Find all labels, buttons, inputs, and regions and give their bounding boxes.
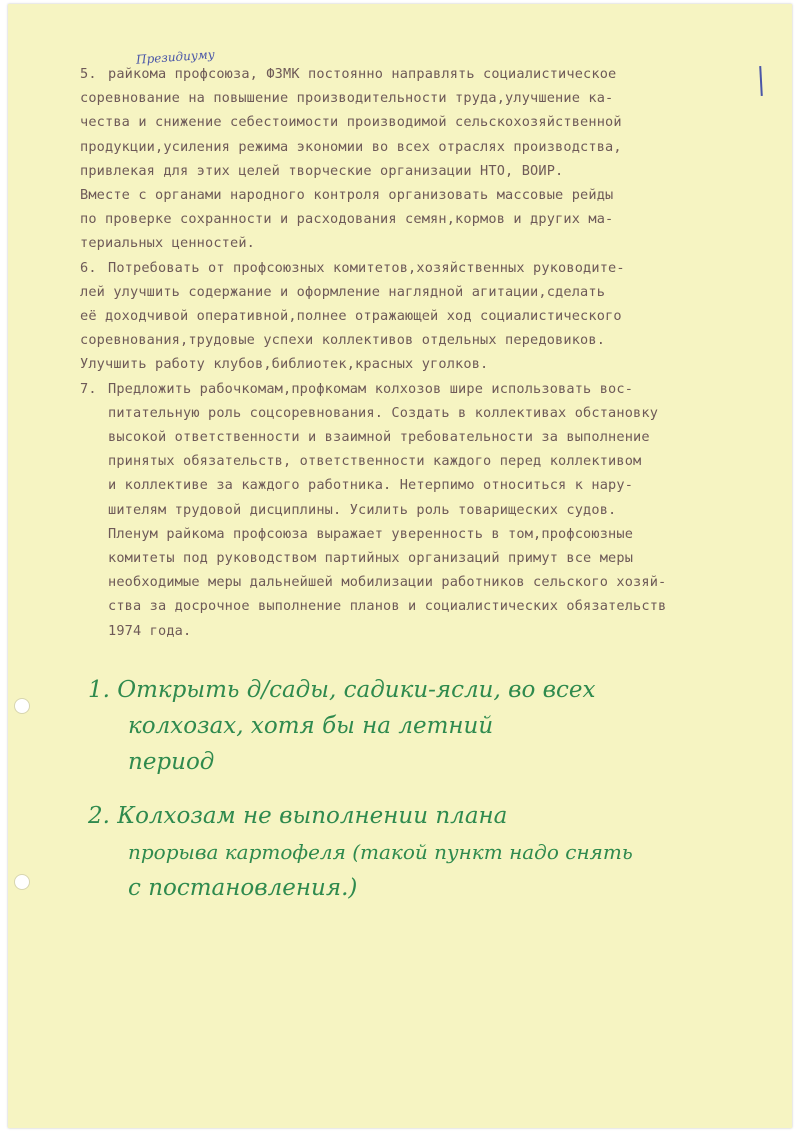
handwritten-note-2 [88,798,778,906]
typed-item-7 [80,377,780,643]
text-line: Предложить рабочкомам,профкомам колхозов шире использовать вос- [108,380,634,397]
punch-hole-bottom [14,874,30,890]
text-line: комитеты под руководством партийных организаций примут все меры [108,550,634,567]
note-line: Колхозам не выполнении плана [117,803,508,829]
note-line: прорыва картофеля (такой пункт надо снять [128,840,633,864]
document-page [8,4,792,1128]
text-line: шителям трудовой дисциплины. Усилить роль товарищеских судов. [108,501,617,518]
typed-item-6 [80,256,780,377]
punch-hole-top [14,698,30,714]
text-line: Вместе с органами народного контроля организовать массовые рейды [80,187,614,204]
note-number: 2. [88,803,110,829]
handwritten-insertion: Президиуму [135,47,216,67]
text-line: ства за досрочное выполнение планов и социалистических обязательств [108,598,667,615]
note-line: период [128,749,215,775]
text-line: Улучшить работу клубов,библиотек,красных уголков. [80,356,489,373]
text-line: по проверке сохранности и расходования семян,кормов и других ма- [80,211,614,228]
note-line: Открыть д/сады, садики-ясли, во всех [117,677,596,703]
text-line: высокой ответственности и взаимной требовательности за выполнение [108,429,650,446]
item-number: 5. [80,66,97,82]
text-line: продукции,усиления режима экономии во всех отраслях производства, [80,138,622,155]
note-line: с постановления.) [128,875,358,901]
text-line: лей улучшить содержание и оформление наглядной агитации,сделать [80,283,606,300]
text-line: принятых обязательств, ответственности каждого перед коллективом [108,453,642,470]
text-line: необходимые меры дальнейшей мобилизации работников сельского хозяй- [108,574,667,591]
typed-item-5 [80,62,780,256]
text-line: Потребовать от профсоюзных комитетов,хозяйственных руководите- [108,259,625,276]
handwritten-notes [88,672,778,906]
text-line: питательную роль соцсоревнования. Создать в коллективах обстановку [108,404,659,421]
text-line: соревнование на повышение производительности труда,улучшение ка- [80,90,614,107]
text-line: её доходчивой оперативной,полнее отражающей ход социалистического [80,308,622,325]
text-line: чества и снижение себестоимости производимой сельскохозяйственной [80,114,622,131]
text-line: райкома профсоюза, ФЗМК постоянно направлять социалистическое [108,66,617,82]
text-line: и коллективе за каждого работника. Нетерпимо относиться к нару- [108,477,634,494]
text-line: привлекая для этих целей творческие организации НТО, ВОИР. [80,162,564,179]
text-line: териальных ценностей. [80,235,256,252]
note-line: колхозах, хотя бы на летний [128,713,494,739]
text-line: 1974 года. [108,622,192,639]
text-line: соревнования,трудовые успехи коллективов отдельных передовиков. [80,332,606,349]
item-number: 6. [80,259,97,276]
note-number: 1. [88,677,110,703]
handwritten-note-1 [88,672,778,780]
item-number: 7. [80,380,97,397]
typed-text [80,62,780,643]
text-line: Пленум райкома профсоюза выражает уверенность в том,профсоюзные [108,525,634,542]
